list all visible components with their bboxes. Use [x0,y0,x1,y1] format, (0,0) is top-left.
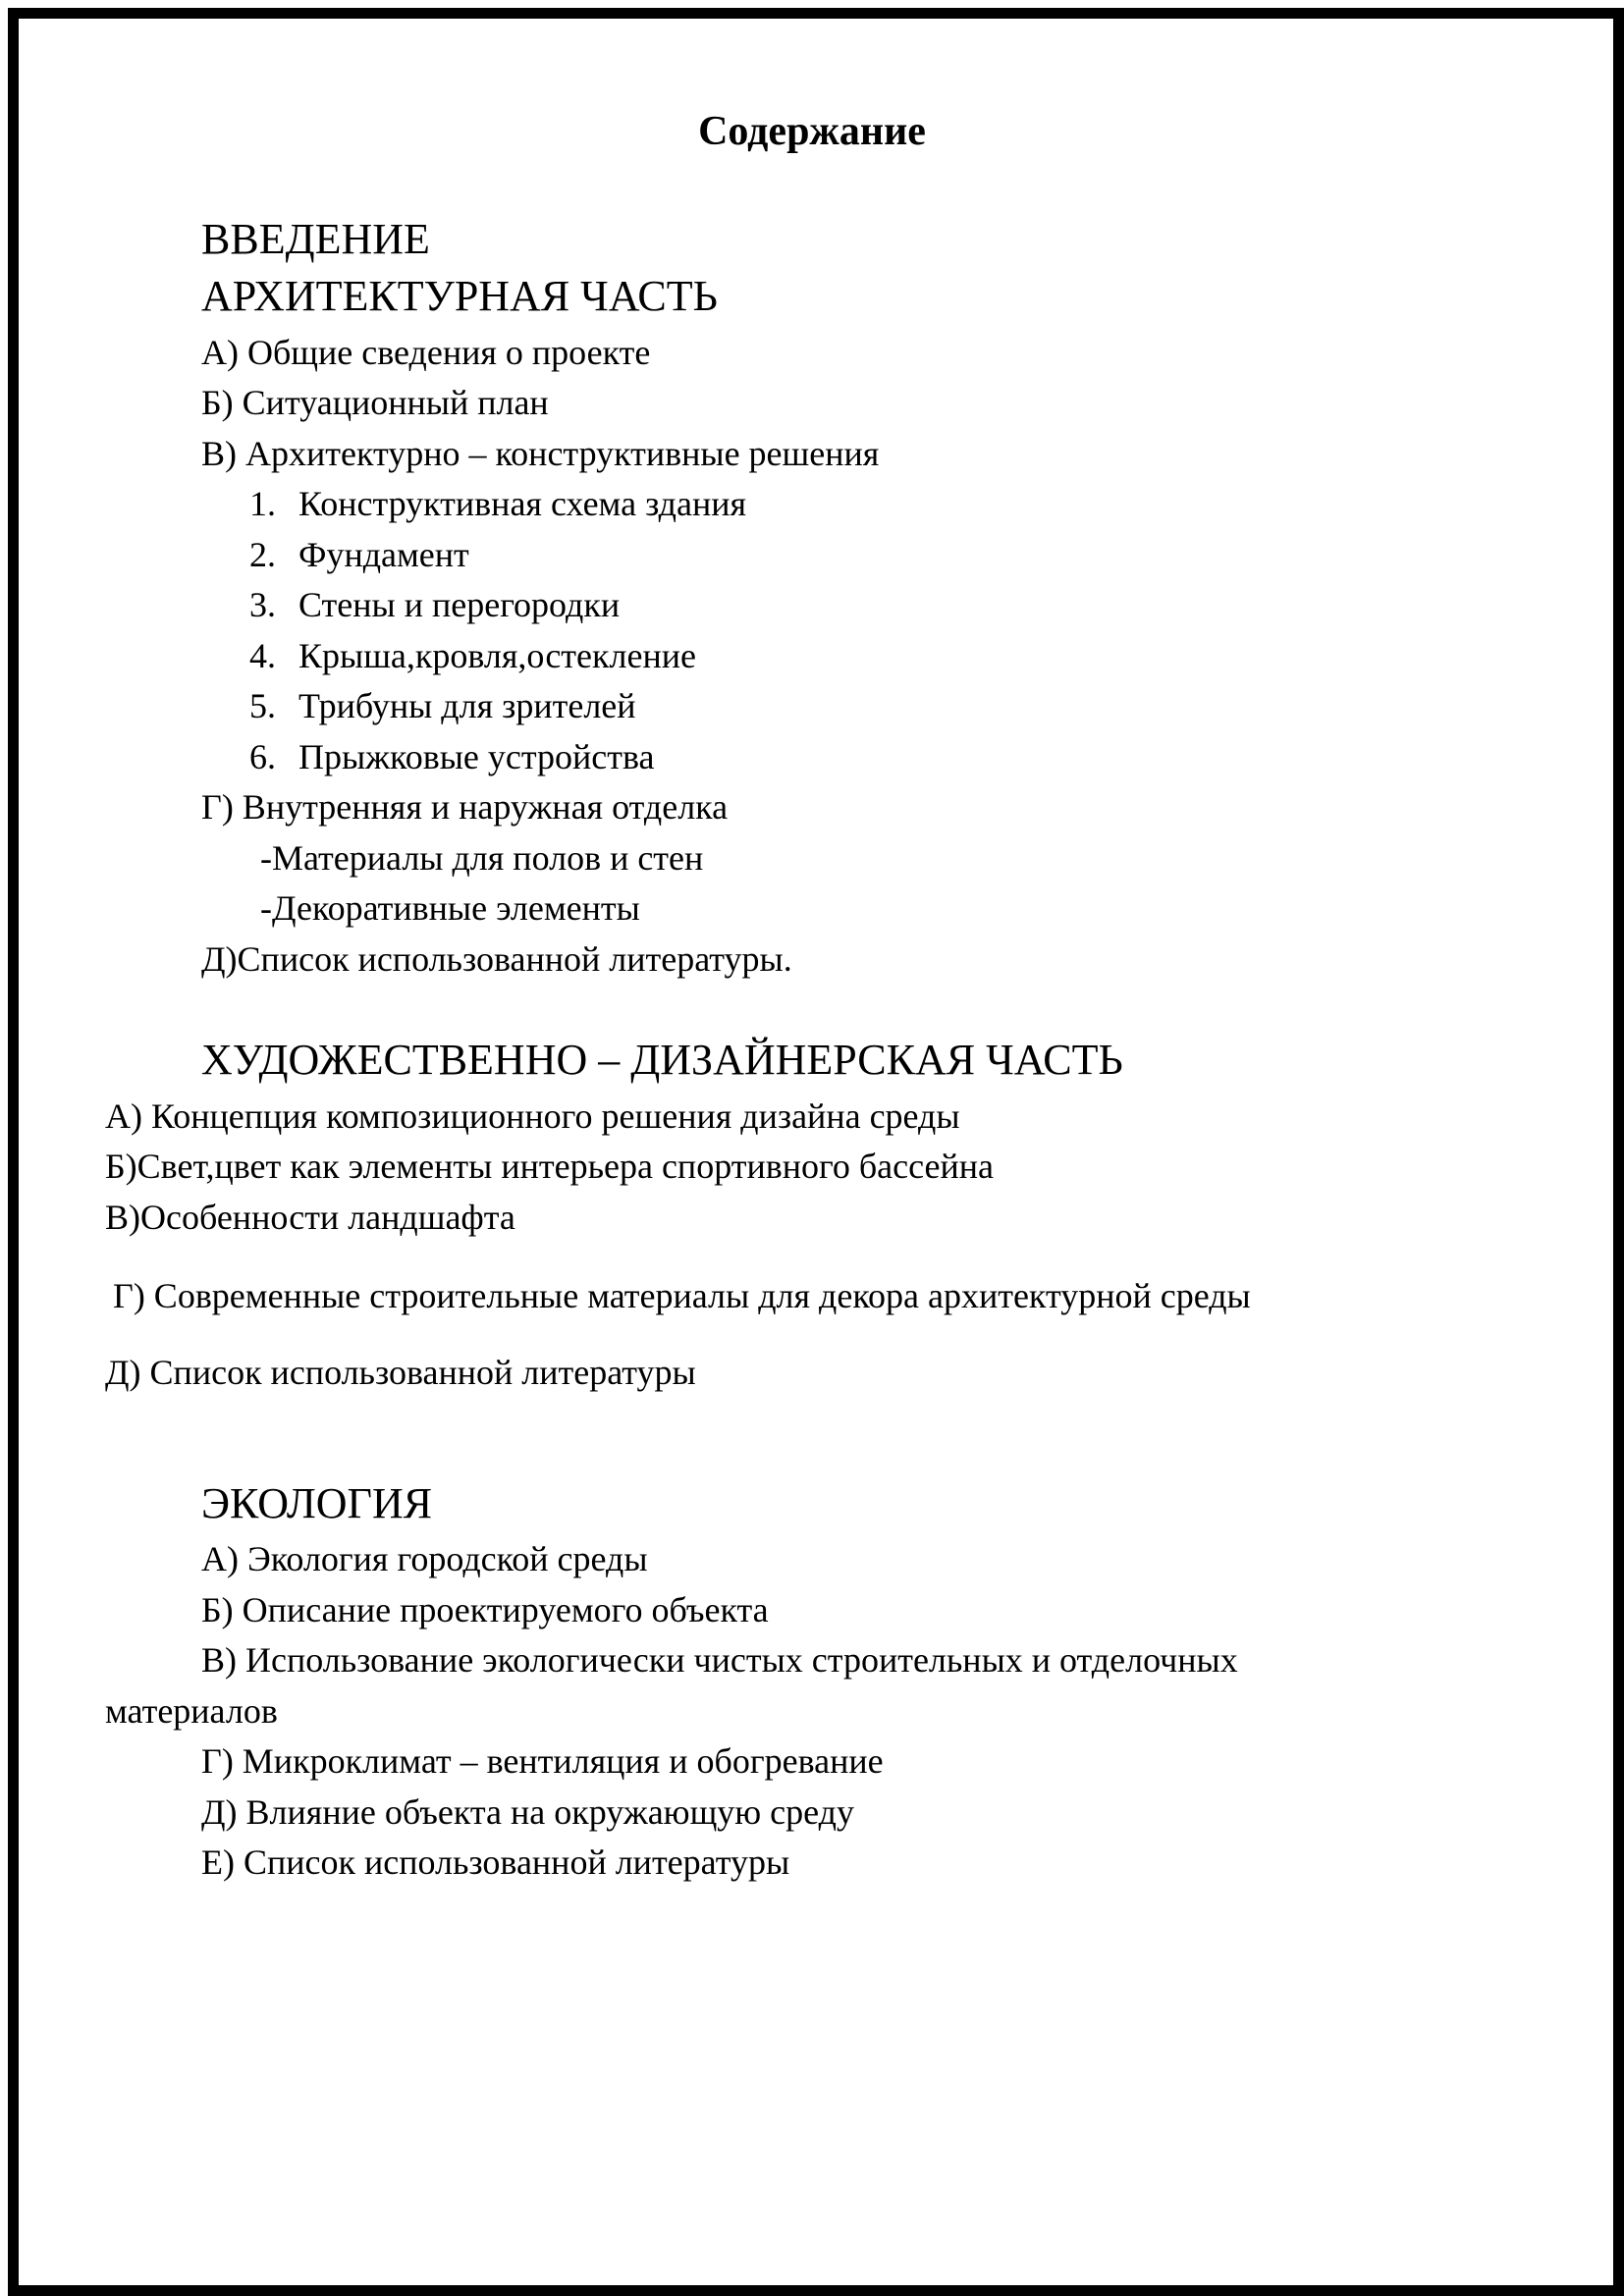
toc-numbered-item [249,587,620,622]
toc-numbered-item [249,688,636,723]
toc-arch-heading: АРХИТЕКТУРНАЯ ЧАСТЬ [201,272,718,320]
item-text: Конструктивная схема здания [298,484,747,523]
toc-arch-item-a: А) Общие сведения о проекте [201,333,651,372]
item-text: Прыжковые устройства [298,737,655,776]
item-number: 6. [249,737,276,776]
toc-arch-item-d: Д)Список использованной литературы. [201,939,792,979]
toc-design-item-b: Б)Свет,цвет как элементы интерьера спортивного бассейна [105,1147,995,1186]
toc-ecology-item-v-cont: материалов [105,1691,278,1731]
item-number: 4. [249,636,276,675]
toc-design-item-a: А) Концепция композиционного решения дизайна среды [105,1096,960,1136]
toc-ecology-heading: ЭКОЛОГИЯ [201,1479,433,1527]
page-title: Содержание [698,109,926,154]
toc-arch-item-g: Г) Внутренняя и наружная отделка [201,787,729,827]
toc-design-item-g: Г) Современные строительные материалы для декора архитектурной среды [113,1276,1251,1315]
toc-arch-item-b: Б) Ситуационный план [201,383,549,422]
item-number: 3. [249,585,276,624]
toc-design-heading: ХУДОЖЕСТВЕННО – ДИЗАЙНЕРСКАЯ ЧАСТЬ [201,1036,1123,1084]
toc-design-item-v: В)Особенности ландшафта [105,1198,515,1237]
toc-numbered-item [249,739,655,774]
item-number: 5. [249,686,276,725]
item-number: 1. [249,484,276,523]
toc-numbered-item [249,486,746,521]
item-text: Фундамент [298,535,469,574]
toc-ecology-item-e: Е) Список использованной литературы [201,1842,790,1882]
item-text: Трибуны для зрителей [298,686,636,725]
item-number: 2. [249,535,276,574]
toc-design-item-d: Д) Список использованной литературы [105,1353,696,1392]
item-text: Крыша,кровля,остекление [298,636,696,675]
toc-intro: ВВЕДЕНИЕ [201,215,430,263]
item-text: Стены и перегородки [298,585,621,624]
toc-ecology-item-d: Д) Влияние объекта на окружающую среду [201,1792,854,1832]
toc-ecology-item-g: Г) Микроклимат – вентиляция и обогревание [201,1741,884,1781]
toc-numbered-item [249,638,696,673]
toc-arch-subitem: -Материалы для полов и стен [260,838,704,878]
toc-arch-item-v: В) Архитектурно – конструктивные решения [201,434,880,473]
toc-ecology-item-a: А) Экология городской среды [201,1539,648,1578]
toc-arch-subitem: -Декоративные элементы [260,888,640,928]
toc-ecology-item-b: Б) Описание проектируемого объекта [201,1590,769,1629]
toc-numbered-item [249,537,469,572]
toc-ecology-item-v: В) Использование экологически чистых строительных и отделочных [201,1640,1238,1680]
